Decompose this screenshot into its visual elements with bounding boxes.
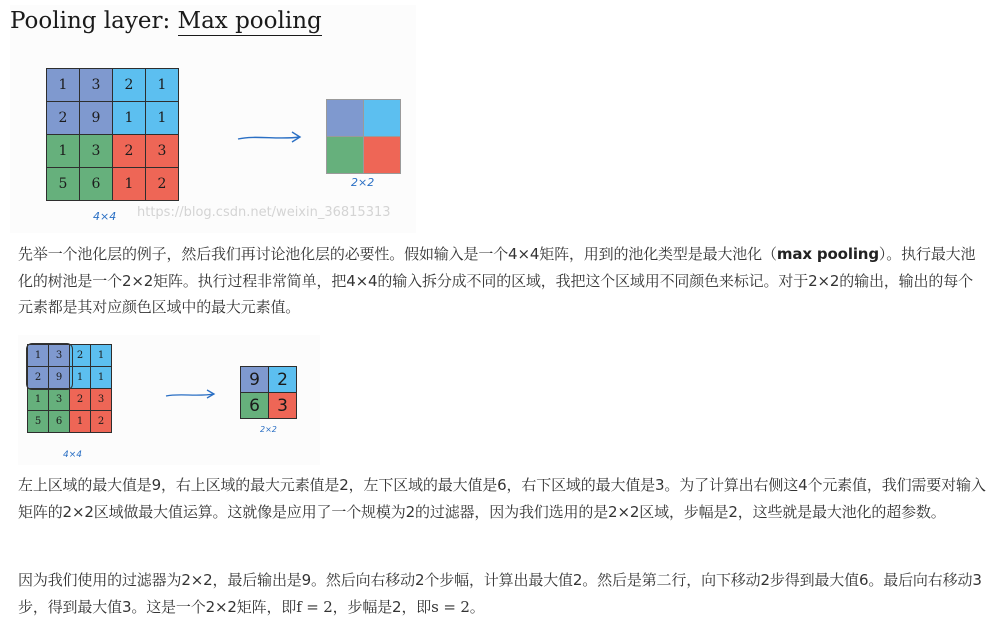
matrix-cell: 3 bbox=[49, 389, 70, 411]
matrix-cell: 1 bbox=[47, 135, 80, 168]
matrix-cell: 2 bbox=[113, 135, 146, 168]
output-matrix-2x2 bbox=[240, 366, 297, 419]
watermark: https://blog.csdn.net/weixin_36815313 bbox=[137, 205, 391, 220]
matrix-cell: 1 bbox=[113, 168, 146, 201]
matrix-cell: 3 bbox=[80, 69, 113, 102]
output-cell: 2 bbox=[269, 367, 297, 393]
output-size-label: 2×2 bbox=[351, 176, 375, 189]
matrix-cell: 1 bbox=[146, 69, 179, 102]
paragraph-text: 先举一个池化层的例子，然后我们再讨论池化层的必要性。假如输入是一个4×4矩阵，用到的池化类型是最大池化（ bbox=[18, 245, 777, 263]
math-stride: s = 2 bbox=[431, 597, 470, 616]
input-size-label: 4×4 bbox=[93, 210, 117, 223]
matrix-cell: 1 bbox=[113, 102, 146, 135]
title-prefix: Pooling layer: bbox=[10, 8, 178, 34]
matrix-cell: 1 bbox=[28, 389, 49, 411]
matrix-cell: 5 bbox=[47, 168, 80, 201]
highlighted-region-box bbox=[26, 343, 73, 390]
matrix-cell: 1 bbox=[70, 367, 91, 389]
matrix-cell: 3 bbox=[49, 345, 70, 367]
matrix-cell: 2 bbox=[113, 69, 146, 102]
math-filter-size: f = 2 bbox=[296, 597, 333, 616]
matrix-cell: 6 bbox=[49, 411, 70, 433]
bold-term: max pooling bbox=[776, 245, 879, 263]
output-cell bbox=[327, 137, 364, 174]
matrix-cell: 1 bbox=[91, 367, 112, 389]
output-cell bbox=[364, 100, 401, 137]
output-size-label: 2×2 bbox=[260, 425, 277, 434]
output-cell bbox=[364, 137, 401, 174]
matrix-cell: 1 bbox=[47, 69, 80, 102]
output-cell: 6 bbox=[241, 393, 269, 419]
output-cell: 9 bbox=[241, 367, 269, 393]
matrix-cell: 3 bbox=[80, 135, 113, 168]
paragraph-explanation: 左上区域的最大值是9，右上区域的最大元素值是2，左下区域的最大值是6，右下区域的最大值是3。为了计算出右侧这4个元素值，我们需要对输入矩阵的2×2区域做最大值运算。这就像是应用了一个规模为2的过滤器，因为我们选用的是2×2区域，步幅是2，这些就是最大池化的超参数。 bbox=[18, 476, 986, 521]
matrix-cell: 1 bbox=[70, 411, 91, 433]
matrix-cell: 1 bbox=[28, 345, 49, 367]
matrix-cell: 2 bbox=[47, 102, 80, 135]
matrix-cell: 3 bbox=[146, 135, 179, 168]
arrow-right-icon bbox=[164, 386, 220, 404]
output-cell: 3 bbox=[269, 393, 297, 419]
matrix-cell: 2 bbox=[28, 367, 49, 389]
matrix-cell: 6 bbox=[80, 168, 113, 201]
paragraph-hyperparameters bbox=[18, 567, 986, 620]
matrix-cell: 9 bbox=[49, 367, 70, 389]
paragraph-text: ）。执行最大池化的树池是一个2×2矩阵。执行过程非常简单，把4×4的输入拆分成不同的区域，我把这个区域用不同颜色来标记。对于2×2的输出，输出的每个元素都是其对应颜色区域中的最大元素值。 bbox=[18, 245, 976, 316]
arrow-right-icon bbox=[236, 126, 306, 148]
input-size-label: 4×4 bbox=[63, 450, 82, 460]
paragraph-text: 因为我们使用的过滤器为2×2，最后输出是9。然后向右移动2个步幅，计算出最大值2。然后是第二行，向下移动2步得到最大值6。最后向右移动3步，得到最大值3。这是一个2×2矩阵，即 bbox=[18, 571, 982, 616]
matrix-cell: 2 bbox=[70, 389, 91, 411]
matrix-cell: 2 bbox=[70, 345, 91, 367]
output-cell bbox=[327, 100, 364, 137]
title-underlined: Max pooling bbox=[177, 8, 322, 34]
paragraph-text: ，步幅是2，即 bbox=[332, 597, 432, 616]
input-matrix-4x4 bbox=[46, 68, 179, 201]
matrix-cell: 5 bbox=[28, 411, 49, 433]
paragraph-text: 。 bbox=[469, 597, 485, 616]
output-matrix-2x2-blank bbox=[326, 99, 401, 174]
paragraph-intro bbox=[18, 241, 986, 321]
matrix-cell: 1 bbox=[146, 102, 179, 135]
matrix-cell: 9 bbox=[80, 102, 113, 135]
figure-title bbox=[10, 8, 322, 34]
matrix-cell: 3 bbox=[91, 389, 112, 411]
matrix-cell: 2 bbox=[146, 168, 179, 201]
matrix-cell: 2 bbox=[91, 411, 112, 433]
matrix-cell: 1 bbox=[91, 345, 112, 367]
